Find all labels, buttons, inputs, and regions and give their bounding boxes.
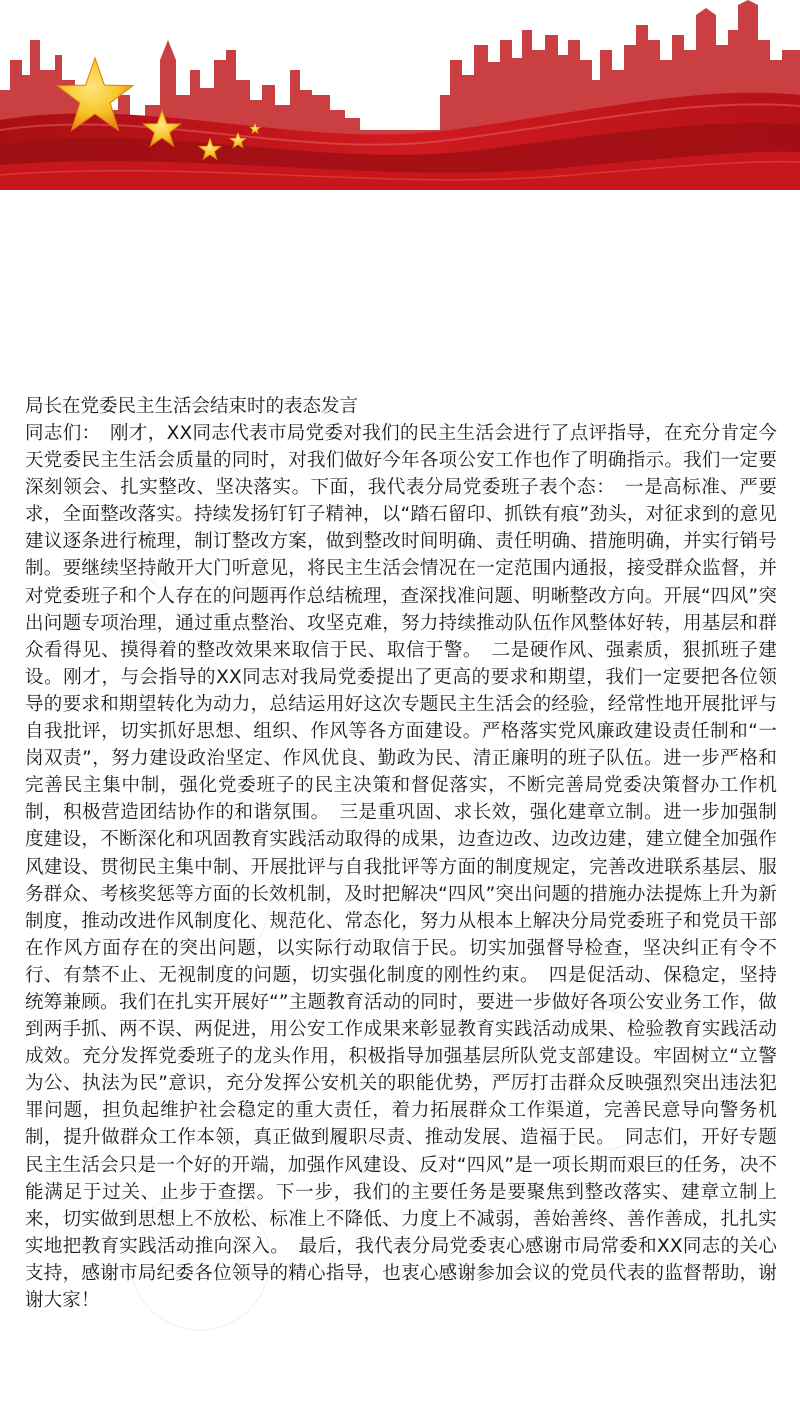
header-banner — [0, 0, 800, 190]
document-body — [25, 393, 777, 1314]
document-paragraph: 同志们： 刚才，XX同志代表市局党委对我们的民主生活会进行了点评指导，在充分肯定今天党委民主生活会质量的同时，对我们做好今年各项公安工作也作了明确指示。我们一定要深刻领会、扎实整改、坚决落实。下面，我代表分局党委班子表个态： 一是高标准、严要求，全面整改落实。持续发扬钉钉子精神，以“踏石留印、抓铁有痕”劲头，对征求到的意见建议逐条进行梳理，制订整改方案，做到整改时间明确、责任明确、措施明确，并实行销号制。要继续坚持敞开大门听意见，将民主生活会情况在一定范围内通报，接受群众监督，并对党委班子和个人存在的问题再作总结梳理，查深找准问题、明晰整改方向。开展“四风”突出问题专项治理，通过重点整治、攻坚克难，努力持续推动队伍作风整体好转，用基层和群众看得见、摸得着的整改效果来取信于民、取信于警。 二是硬作风、强素质，狠抓班子建设。刚才，与会指导的XX同志对我局党委提出了更高的要求和期望，我们一定要把各位领导的要求和期望转化为动力，总结运用好这次专题民主生活会的经验，经常性地开展批评与自我批评，切实抓好思想、组织、作风等各方面建设。严格落实党风廉政建设责任制和“一岗双责”，努力建设政治坚定、作风优良、勤政为民、清正廉明的班子队伍。进一步严格和完善民主集中制，强化党委班子的民主决策和督促落实，不断完善局党委决策督办工作机制，积极营造团结协作的和谐氛围。 三是重巩固、求长效，强化建章立制。进一步加强制度建设，不断深化和巩固教育实践活动取得的成果，边查边改、边改边建，建立健全加强作风建设、贯彻民主集中制、开展批评与自我批评等方面的制度规定，完善改进联系基层、服务群众、考核奖惩等方面的长效机制，及时把解决“四风”突出问题的措施办法提炼上升为新制度，推动改进作风制度化、规范化、常态化，努力从根本上解决分局党委班子和党员干部在作风方面存在的突出问题，以实际行动取信于民。切实加强督导检查，坚决纠正有令不行、有禁不止、无视制度的问题，切实强化制度的刚性约束。 四是促活动、保稳定，坚持统筹兼顾。我们在扎实开展好“”主题教育活动的同时，要进一步做好各项公安业务工作，做到两手抓、两不误、两促进，用公安工作成果来彰显教育实践活动成果、检验教育实践活动成效。充分发挥党委班子的龙头作用，积极指导加强基层所队党支部建设。牢固树立“立警为公、执法为民”意识，充分发挥公安机关的职能优势，严厉打击群众反映强烈突出违法犯罪问题，担负起维护社会稳定的重大责任，着力拓展群众工作渠道，完善民意导向警务机制，提升做群众工作本领，真正做到履职尽责、推动发展、造福于民。 同志们，开好专题民主生活会只是一个好的开端，加强作风建设、反对“四风”是一项长期而艰巨的任务，决不能满足于过关、止步于查摆。下一步，我们的主要任务是要聚焦到整改落实、建章立制上来，切实做到思想上不放松、标准上不降低、力度上不减弱，善始善终、善作善成，扎扎实实地把教育实践活动推向深入。 最后，我代表分局党委衷心感谢市局常委和XX同志的关心支持，感谢市局纪委各位领导的精心指导，也衷心感谢参加会议的党员代表的监督帮助，谢谢大家！ — [25, 423, 777, 1311]
document-title: 局长在党委民主生活会结束时的表态发言 — [25, 396, 359, 417]
